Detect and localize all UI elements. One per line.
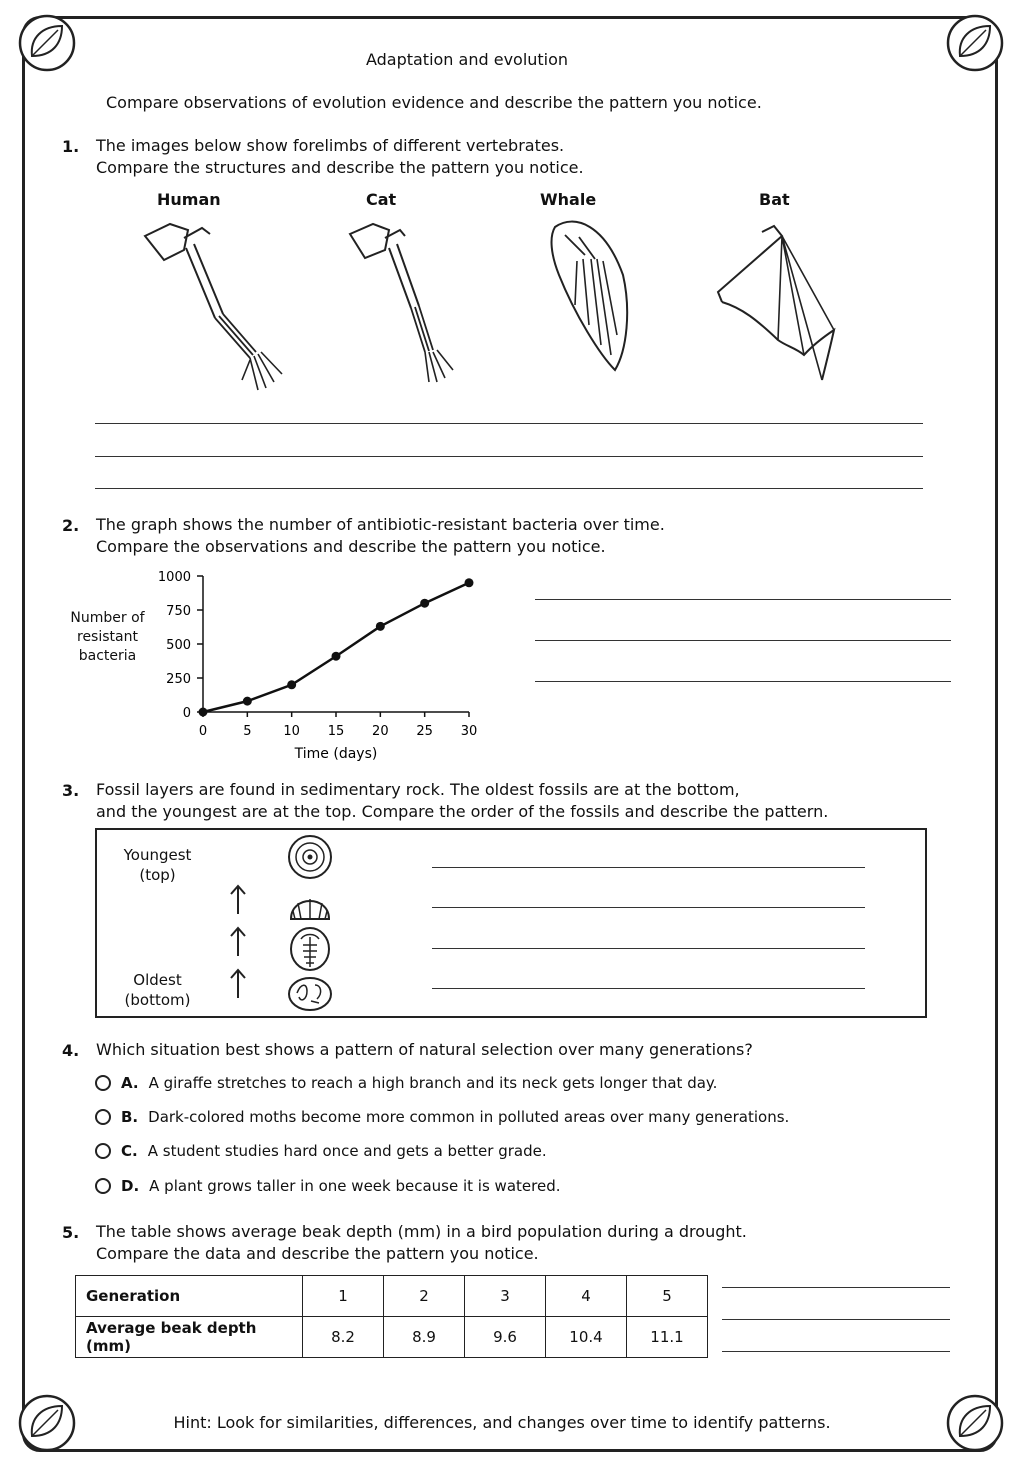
fossil-layers-box — [95, 828, 927, 1018]
question-5-line-2: Compare the data and describe the pattern you notice. — [96, 1244, 539, 1263]
chart-x-tick-label: 25 — [416, 724, 433, 739]
answer-line[interactable] — [535, 599, 951, 600]
human-forelimb-illustration — [140, 218, 290, 398]
hint-text: Hint: Look for similarities, differences, and changes over time to identify patterns. — [173, 1413, 831, 1432]
question-5-line-1: The table shows average beak depth (mm) in a bird population during a drought. — [96, 1222, 747, 1241]
option-letter: A. — [121, 1074, 139, 1092]
table-header-generation: Generation — [76, 1276, 303, 1317]
answer-line[interactable] — [722, 1351, 950, 1352]
radio-button[interactable] — [95, 1143, 111, 1159]
option-letter: D. — [121, 1177, 140, 1195]
chart-y-tick-label: 250 — [166, 672, 191, 687]
trilobite-fossil-icon — [291, 928, 329, 970]
youngest-label — [110, 845, 205, 885]
question-2-text — [96, 514, 665, 558]
table-cell: 11.1 — [627, 1317, 708, 1358]
chart-x-tick-label: 0 — [198, 724, 208, 739]
cat-forelimb-illustration — [345, 218, 465, 393]
table-row — [76, 1276, 708, 1317]
question-number: 4. — [62, 1041, 80, 1060]
question-2-line-1: The graph shows the number of antibiotic-resistant bacteria over time. — [96, 515, 665, 534]
radio-button[interactable] — [95, 1075, 111, 1091]
limb-label-cat: Cat — [366, 190, 397, 209]
limb-label-whale: Whale — [540, 190, 597, 209]
answer-line[interactable] — [95, 488, 923, 489]
page-title: Adaptation and evolution — [365, 50, 569, 69]
chart-y-tick-label: 1000 — [157, 570, 191, 585]
question-3-line-2: and the youngest are at the top. Compare the order of the fossils and describe the pattern. — [96, 802, 829, 821]
question-4-text: Which situation best shows a pattern of natural selection over many generations? — [96, 1040, 753, 1059]
oldest-text: Oldest — [133, 971, 182, 989]
oldest-sub-text: (bottom) — [124, 991, 191, 1009]
radio-button[interactable] — [95, 1109, 111, 1125]
option-letter: B. — [121, 1108, 139, 1126]
table-row — [76, 1317, 708, 1358]
answer-line[interactable] — [432, 867, 865, 868]
chart-xlabel: Time (days) — [294, 746, 378, 762]
chart-point — [199, 708, 208, 717]
limb-label-bat: Bat — [759, 190, 790, 209]
table-cell: 8.9 — [384, 1317, 465, 1358]
oldest-label — [110, 970, 205, 1010]
chart-point — [420, 599, 429, 608]
table-cell: 9.6 — [465, 1317, 546, 1358]
youngest-text: Youngest — [123, 846, 192, 864]
limb-label-human: Human — [157, 190, 221, 209]
option-text: A student studies hard once and gets a better grade. — [147, 1142, 547, 1160]
table-cell: 10.4 — [546, 1317, 627, 1358]
option-text: A plant grows taller in one week because it is watered. — [149, 1177, 561, 1195]
chart-ylabel: Number of resistant bacteria — [70, 610, 145, 664]
whale-flipper-illustration — [545, 215, 635, 375]
question-5-text — [96, 1221, 747, 1265]
question-1-line-2: Compare the structures and describe the pattern you notice. — [96, 158, 584, 177]
question-3-line-1: Fossil layers are found in sedimentary rock. The oldest fossils are at the bottom, — [96, 780, 740, 799]
youngest-sub-text: (top) — [139, 866, 176, 884]
table-cell: 2 — [384, 1276, 465, 1317]
answer-line[interactable] — [722, 1287, 950, 1288]
table-header-beak-depth: Average beak depth (mm) — [76, 1317, 303, 1358]
up-arrows-icon — [226, 882, 250, 1002]
chart-x-tick-label: 15 — [327, 724, 345, 739]
radio-button[interactable] — [95, 1178, 111, 1194]
option-text: A giraffe stretches to reach a high branch and its neck gets longer that day. — [148, 1074, 718, 1092]
answer-line[interactable] — [535, 681, 951, 682]
chart-axes — [203, 576, 469, 712]
question-3-text — [96, 779, 828, 823]
intro-text: Compare observations of evolution evidence and describe the pattern you notice. — [106, 93, 762, 112]
question-number: 2. — [62, 516, 80, 535]
question-number: 3. — [62, 781, 80, 800]
answer-line[interactable] — [432, 948, 865, 949]
question-2-line-2: Compare the observations and describe the pattern you notice. — [96, 537, 606, 556]
ammonite-fossil-icon — [289, 836, 331, 878]
answer-line[interactable] — [535, 640, 951, 641]
answer-line[interactable] — [432, 988, 865, 989]
chart-point — [243, 697, 252, 706]
chart-y-ticks — [158, 570, 203, 721]
chart-point — [376, 622, 385, 631]
chart-point — [465, 578, 474, 587]
table-cell: 3 — [465, 1276, 546, 1317]
leaf-corner-icon — [940, 8, 1010, 78]
answer-option-d[interactable] — [95, 1177, 560, 1195]
question-number: 5. — [62, 1223, 80, 1242]
answer-line[interactable] — [95, 456, 923, 457]
option-text: Dark-colored moths become more common in polluted areas over many generations. — [148, 1108, 790, 1126]
answer-option-c[interactable] — [95, 1142, 547, 1160]
option-letter: C. — [121, 1142, 138, 1160]
question-1-line-1: The images below show forelimbs of different vertebrates. — [96, 136, 565, 155]
resistant-bacteria-line-chart — [140, 560, 500, 765]
chart-y-tick-label: 750 — [166, 604, 191, 619]
chart-point — [287, 680, 296, 689]
table-cell: 4 — [546, 1276, 627, 1317]
chart-x-ticks — [199, 712, 477, 739]
chart-x-tick-label: 10 — [283, 724, 300, 739]
bat-wing-illustration — [712, 220, 852, 385]
vertebrate-fossil-icon — [289, 978, 331, 1010]
chart-series-line — [203, 583, 469, 712]
answer-option-a[interactable] — [95, 1074, 717, 1092]
shell-fossil-icon — [291, 899, 329, 919]
question-number: 1. — [62, 137, 80, 156]
question-1-text — [96, 135, 584, 179]
chart-x-tick-label: 20 — [372, 724, 389, 739]
answer-line[interactable] — [722, 1319, 950, 1320]
answer-option-b[interactable] — [95, 1108, 789, 1126]
answer-line[interactable] — [432, 907, 865, 908]
beak-depth-table — [75, 1275, 708, 1358]
answer-line[interactable] — [95, 423, 923, 424]
fossil-stack-illustration — [285, 833, 335, 1013]
table-cell: 8.2 — [303, 1317, 384, 1358]
chart-point — [332, 652, 341, 661]
chart-x-tick-label: 30 — [460, 724, 478, 739]
table-cell: 1 — [303, 1276, 384, 1317]
chart-x-tick-label: 5 — [243, 724, 252, 739]
chart-y-tick-label: 500 — [166, 638, 191, 653]
table-cell: 5 — [627, 1276, 708, 1317]
chart-y-tick-label: 0 — [182, 706, 191, 721]
